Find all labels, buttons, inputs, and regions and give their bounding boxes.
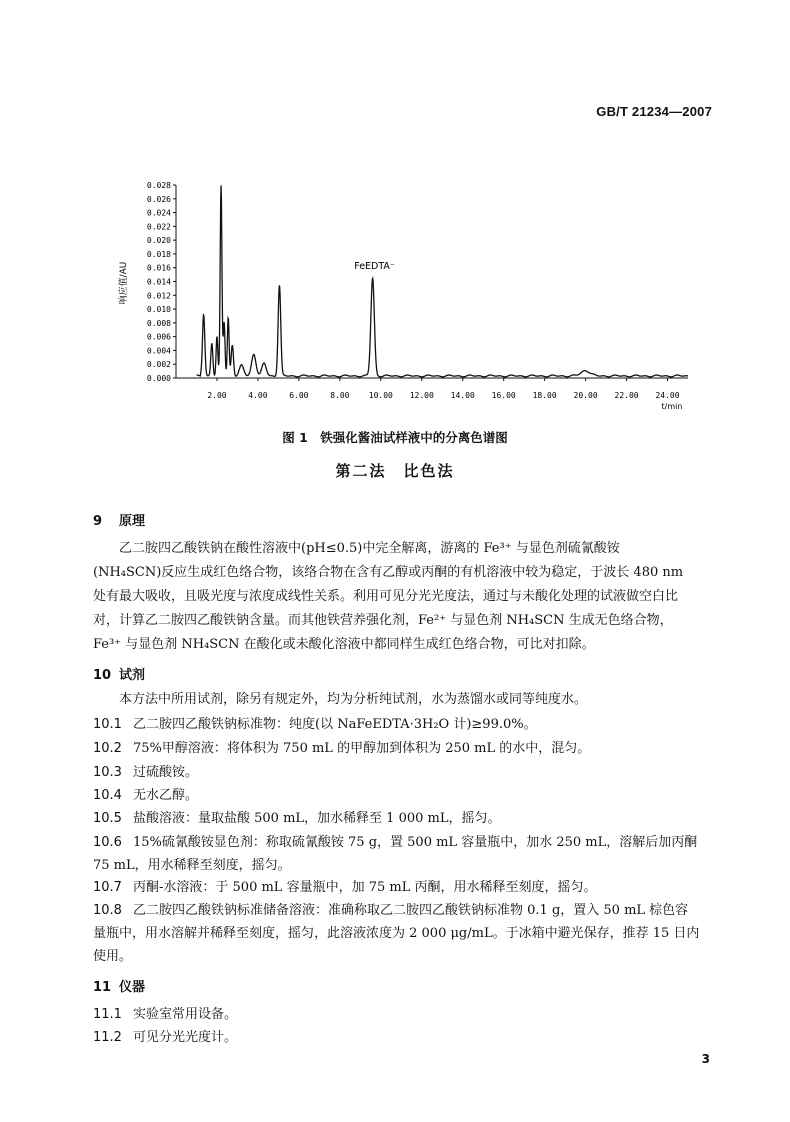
- section-title: 原理: [119, 514, 146, 529]
- item-text: 实验室常用设备。: [133, 1007, 238, 1022]
- item-number: 10.1: [93, 717, 122, 732]
- y-tick-label: 0.014: [146, 277, 171, 287]
- item-text: 盐酸溶液：量取盐酸 500 mL，加水稀释至 1 000 mL，摇匀。: [133, 811, 501, 826]
- x-tick-label: 12.00: [409, 391, 434, 400]
- reagent-intro-text: 本方法中所用试剂，除另有规定外，均为分析纯试剂，水为蒸馏水或同等纯度水。: [119, 692, 588, 707]
- chromatogram-chart: [110, 175, 700, 415]
- section-number: 10: [93, 668, 112, 683]
- item-text: 过硫酸铵。: [133, 765, 199, 780]
- item-text-cont: 使用。: [93, 949, 133, 964]
- item-number: 11.2: [93, 1030, 122, 1045]
- y-tick-label: 0.008: [146, 318, 171, 328]
- item-text: 可见分光光度计。: [133, 1030, 238, 1045]
- section-number: 9: [93, 514, 103, 529]
- section-10-heading: [93, 664, 145, 683]
- x-tick-label: 18.00: [532, 391, 557, 400]
- reagent-item: [93, 876, 715, 899]
- page-number: 3: [701, 1052, 710, 1066]
- y-tick-label: 0.010: [146, 305, 171, 315]
- chromatogram-trace: [196, 185, 688, 376]
- method-title: 第二法 比色法: [335, 462, 455, 480]
- item-text: 75%甲醇溶液：将体积为 750 mL 的甲醇加到体积为 250 mL 的水中，混匀。: [133, 741, 591, 756]
- section-number: 11: [93, 980, 112, 995]
- reagent-item: [93, 899, 715, 968]
- instrument-item: [93, 1026, 715, 1049]
- x-tick-label: 10.00: [368, 391, 393, 400]
- reagent-item: [93, 831, 715, 877]
- item-text: 无水乙醇。: [133, 788, 199, 803]
- y-tick-label: 0.024: [146, 208, 171, 218]
- reagent-item: [93, 713, 715, 736]
- section-9-heading: [93, 510, 145, 529]
- item-number: 10.2: [93, 741, 122, 756]
- y-tick-label: 0.004: [146, 346, 171, 356]
- principle-paragraph: [93, 537, 715, 657]
- reagent-item: [93, 784, 715, 807]
- item-number: 10.3: [93, 765, 122, 780]
- y-tick-label: 0.012: [146, 291, 171, 301]
- principle-line: 对，计算乙二胺四乙酸铁钠含量。而其他铁营养强化剂，Fe²⁺ 与显色剂 NH₄SCN 生成无色络合物，: [93, 613, 673, 628]
- reagent-intro: [93, 688, 715, 712]
- item-number: 10.8: [93, 903, 122, 918]
- feedta-peak-label: FeEDTA⁻: [354, 261, 395, 273]
- y-tick-label: 0.020: [146, 236, 171, 246]
- item-number: 10.7: [93, 880, 122, 895]
- figure-caption: 图 1 铁强化酱油试样液中的分离色谱图: [282, 430, 508, 445]
- item-number: 11.1: [93, 1007, 122, 1022]
- standard-number: GB/T 21234—2007: [596, 104, 712, 119]
- y-tick-label: 0.028: [146, 181, 171, 190]
- item-number: 10.4: [93, 788, 122, 803]
- x-tick-label: 2.00: [207, 391, 227, 400]
- item-text: 丙酮-水溶液：于 500 mL 容量瓶中，加 75 mL 丙酮，用水稀释至刻度，摇匀。: [133, 880, 597, 895]
- y-tick-label: 0.018: [146, 249, 171, 259]
- item-text: 15%硫氰酸铵显色剂：称取硫氰酸铵 75 g，置 500 mL 容量瓶中，加水 250 mL，溶解后加丙酮: [133, 835, 698, 850]
- item-number: 10.6: [93, 835, 122, 850]
- section-11-heading: [93, 976, 145, 995]
- y-tick-label: 0.022: [146, 222, 171, 232]
- x-tick-label: 22.00: [614, 391, 639, 400]
- section-title: 仪器: [119, 980, 146, 995]
- y-tick-label: 0.006: [146, 332, 171, 342]
- x-tick-label: 6.00: [289, 391, 309, 400]
- principle-line: (NH₄SCN)反应生成红色络合物，该络合物在含有乙醇或丙酮的有机溶液中较为稳定，于波长 480 nm: [93, 565, 684, 580]
- y-tick-label: 0.016: [146, 263, 171, 273]
- item-number: 10.5: [93, 811, 122, 826]
- item-text: 乙二胺四乙酸铁钠标准物：纯度(以 NaFeEDTA·3H₂O 计)≥99.0%。: [133, 717, 537, 732]
- item-text-cont: 量瓶中，用水溶解并稀释至刻度，摇匀，此溶液浓度为 2 000 μg/mL。于冰箱中避光保存，推荐 15 日内: [93, 926, 700, 941]
- principle-line: 处有最大吸收，且吸光度与浓度成线性关系。利用可见分光光度法，通过与未酸化处理的试液做空白比: [93, 589, 679, 604]
- x-axis-label: t/min: [661, 402, 683, 411]
- item-text-cont: 75 mL，用水稀释至刻度，摇匀。: [93, 858, 291, 873]
- y-tick-label: 0.026: [146, 194, 171, 204]
- reagent-item: [93, 761, 715, 784]
- y-tick-label: 0.002: [146, 360, 171, 370]
- y-tick-label: 0.000: [146, 374, 171, 383]
- item-text: 乙二胺四乙酸铁钠标准储备溶液：准确称取乙二胺四乙酸铁钠标准物 0.1 g，置入 50 mL 棕色容: [133, 903, 689, 918]
- x-tick-label: 16.00: [491, 391, 516, 400]
- x-tick-label: 14.00: [450, 391, 475, 400]
- principle-line: Fe³⁺ 与显色剂 NH₄SCN 在酸化或未酸化溶液中都同样生成红色络合物，可比对扣除。: [93, 637, 595, 652]
- y-axis-label: 响应值/AU: [119, 261, 129, 305]
- x-tick-label: 24.00: [655, 391, 680, 400]
- reagent-item: [93, 807, 715, 830]
- instrument-item: [93, 1003, 715, 1026]
- reagent-item: [93, 737, 715, 760]
- x-tick-label: 8.00: [330, 391, 350, 400]
- principle-line: 乙二胺四乙酸铁钠在酸性溶液中(pH≤0.5)中完全解离，游离的 Fe³⁺ 与显色剂硫氰酸铵: [119, 541, 620, 556]
- x-tick-label: 4.00: [248, 391, 268, 400]
- x-tick-label: 20.00: [573, 391, 598, 400]
- section-title: 试剂: [119, 668, 146, 683]
